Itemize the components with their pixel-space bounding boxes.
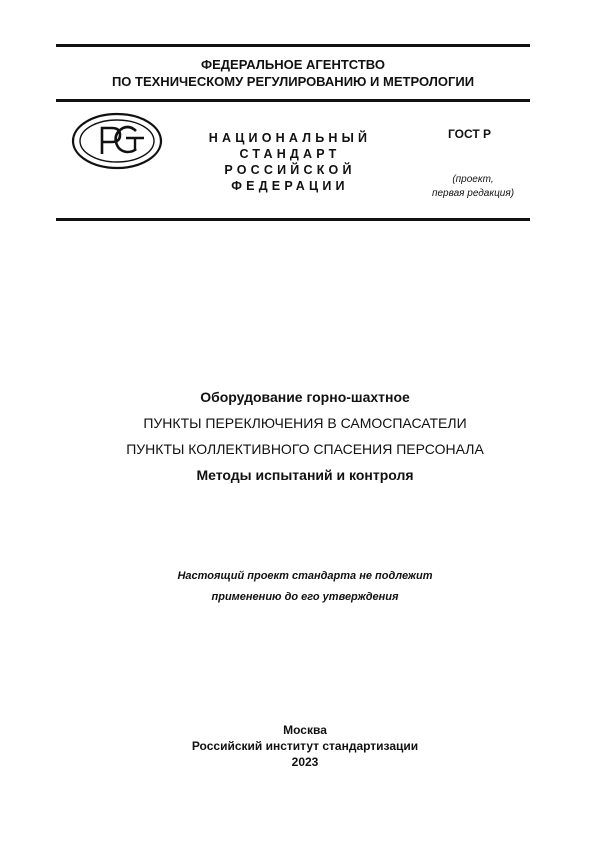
draft-status-line-1: (проект,	[452, 174, 494, 185]
notice-line-1: Настоящий проект стандарта не подлежит	[177, 570, 433, 582]
draft-notice	[56, 566, 554, 608]
national-standard-line-4: ФЕДЕРАЦИИ	[231, 179, 349, 193]
title-line-3: ПУНКТЫ КОЛЛЕКТИВНОГО СПАСЕНИЯ ПЕРСОНАЛА	[126, 441, 484, 457]
imprint-city: Москва	[283, 723, 327, 737]
document-title	[56, 384, 554, 488]
national-standard-line-3: РОССИЙСКОЙ	[224, 163, 356, 177]
title-line-4: Методы испытаний и контроля	[196, 467, 414, 483]
header-bottom-rule	[56, 218, 530, 221]
national-standard-label	[180, 130, 400, 194]
header-divider-rule	[56, 99, 530, 102]
draft-status	[418, 173, 528, 201]
title-line-1: Оборудование горно-шахтное	[200, 389, 410, 405]
draft-status-line-2: первая редакция)	[431, 188, 515, 199]
title-line-2: ПУНКТЫ ПЕРЕКЛЮЧЕНИЯ В САМОСПАСАТЕЛИ	[143, 415, 467, 431]
agency-line-1: ФЕДЕРАЛЬНОЕ АГЕНТСТВО	[201, 57, 385, 72]
agency-header	[56, 56, 530, 90]
national-standard-line-1: НАЦИОНАЛЬНЫЙ	[208, 131, 372, 145]
standard-code: ГОСТ Р	[448, 127, 492, 141]
national-standard-line-2: СТАНДАРТ	[239, 147, 341, 161]
rst-logo-icon	[70, 111, 164, 171]
imprint	[56, 722, 554, 770]
notice-line-2: применению до его утверждения	[211, 591, 399, 603]
top-rule	[56, 44, 530, 47]
agency-line-2: ПО ТЕХНИЧЕСКОМУ РЕГУЛИРОВАНИЮ И МЕТРОЛОГИИ	[111, 74, 475, 89]
imprint-publisher: Российский институт стандартизации	[191, 739, 419, 753]
imprint-year: 2023	[291, 755, 319, 769]
